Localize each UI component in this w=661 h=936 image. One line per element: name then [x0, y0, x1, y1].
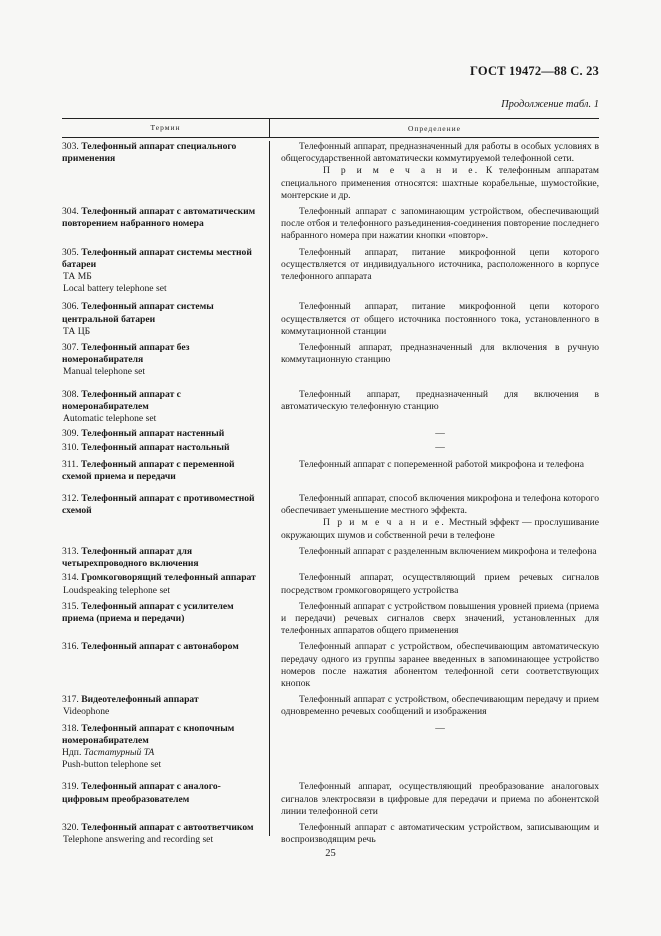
term-synonym: Loudspeaking telephone set: [63, 584, 171, 596]
definition-text: Телефонный аппарат с разделенным включением микрофона и телефона: [299, 545, 597, 557]
term-name: Видеотелефонный аппарат: [81, 694, 199, 706]
term-cell: [62, 781, 269, 818]
table-row: [62, 301, 599, 338]
term-number: 308.: [62, 388, 79, 400]
table-row: [62, 781, 599, 818]
term-cell: [62, 301, 269, 338]
term-cell: [62, 141, 269, 202]
term-number: 318.: [62, 722, 79, 734]
term-synonym: Automatic telephone set: [63, 413, 157, 425]
definition-cell: [269, 342, 599, 379]
term-number: 313.: [62, 545, 79, 557]
term-cell: [62, 247, 269, 296]
deprecated-term: [62, 747, 265, 759]
term-number: 320.: [62, 821, 79, 833]
definition-text: Телефонный аппарат с устройством повышения уровней приема (приема и передачи) речевых сигналов сверх значений, установленных для телефонных аппаратов общего применения: [281, 600, 599, 637]
term-name: Телефонный аппарат с автоответчиком: [81, 821, 254, 833]
term-synonym: Push-button telephone set: [62, 759, 162, 771]
definition-text: Телефонный аппарат, предназначенный для работы в особых условиях в общегосударственной автоматически коммутируемой телефонной сети.: [281, 141, 599, 165]
definition-note: [281, 165, 599, 202]
column-divider: [269, 141, 270, 836]
term-name: Телефонный аппарат настенный: [81, 428, 225, 440]
definition-cell: [269, 781, 599, 818]
term-name: Телефонный аппарат с переменной схемой приема и передачи: [62, 458, 235, 482]
term-number: 317.: [62, 694, 79, 706]
table-row: [62, 546, 599, 570]
definition-cell: [269, 822, 599, 846]
definition-dash: —: [435, 722, 445, 734]
definition-text: Телефонный аппарат с запоминающим устройством, обеспечивающий после отбоя и телефонного разъединения-соединения повторение последнего набранного номера при нажатии кнопки «повтор».: [281, 206, 599, 242]
term-number: 319.: [62, 781, 79, 793]
definition-text: Телефонный аппарат, способ включения микрофона и телефона которого обеспечивает уменьшение местного эффекта.: [281, 493, 599, 517]
table-row: [62, 141, 599, 202]
definition-text: Телефонный аппарат, осуществляющий преобразование аналоговых сигналов электросвязи в цифровые для передачи и приема по абонентской линии телефонной сети: [281, 781, 599, 817]
term-cell: [62, 442, 269, 454]
term-number: 305.: [62, 246, 79, 258]
term-name: Телефонный аппарат с автоматическим повторением набранного номера: [62, 206, 256, 230]
table-row: [62, 342, 599, 379]
table-row: [62, 442, 599, 454]
term-number: 311.: [62, 458, 79, 470]
term-number: 309.: [62, 428, 79, 440]
term-synonym: Videophone: [63, 706, 110, 718]
note-text: К телефонным аппаратам специального применения относятся: шахтные корабельные, шумостойкие, монтерские и др.: [281, 165, 599, 201]
term-cell: [62, 601, 269, 638]
definition-text: Телефонный аппарат, предназначенный для включения в ручную коммутационную станцию: [281, 342, 599, 366]
term-name: Громкоговорящий телефонный аппарат: [81, 572, 256, 584]
table-row: [62, 723, 599, 772]
definition-cell: [269, 389, 599, 426]
definition-text: Телефонный аппарат, питание микрофонной цепи которого осуществляется от общего источника постоянного тока, установленного в коммутационной станции: [281, 301, 599, 337]
term-number: 303.: [62, 141, 79, 152]
definition-cell: [269, 141, 599, 202]
term-name: Телефонный аппарат для четырехпроводного включения: [62, 545, 199, 570]
term-number: 310.: [62, 442, 79, 454]
term-cell: [62, 546, 269, 570]
definition-text: Телефонный аппарат с автоматическим устройством, записывающим и воспроизводящим речь: [281, 821, 599, 846]
definition-cell: [269, 442, 599, 454]
definition-text: Телефонный аппарат с попеременной работой микрофона и телефона: [299, 458, 585, 470]
definition-cell: [269, 206, 599, 243]
term-number: 306.: [62, 301, 79, 313]
term-cell: [62, 459, 269, 483]
term-number: 315.: [62, 600, 79, 612]
term-name: Телефонный аппарат с автонабором: [81, 641, 239, 653]
definition-text: Телефонный аппарат, предназначенный для включения в автоматическую телефонную станцию: [281, 388, 599, 412]
term-synonym: Local battery telephone set: [63, 283, 167, 295]
definition-text: Телефонный аппарат с устройством, обеспечивающим автоматическую передачу одного из группы заранее введенных в запоминающее устройство номеров после нажатия абонентом телефонной сети соответствующих кнопок: [281, 641, 599, 689]
term-cell: [62, 694, 269, 718]
terms-table: [62, 118, 599, 846]
term-cell: [62, 723, 269, 772]
table-row: [62, 694, 599, 718]
term-name: Телефонный аппарат с кнопочным номеронабирателем: [62, 722, 235, 746]
term-synonym: Telephone answering and recording set: [63, 834, 214, 846]
table-row: [62, 493, 599, 542]
definition-cell: [269, 428, 599, 440]
page-number: 25: [325, 848, 336, 859]
term-synonym: ТА ЦБ: [63, 325, 91, 337]
definition-cell: [269, 301, 599, 338]
term-number: 314.: [62, 572, 79, 584]
term-name: Телефонный аппарат без номеронабирателя: [62, 342, 190, 366]
definition-cell: [269, 601, 599, 638]
term-number: 312.: [62, 493, 79, 505]
table-row: [62, 389, 599, 426]
deprecated-label: Ндп.: [62, 746, 82, 758]
note-label: П р и м е ч а н и е.: [323, 517, 446, 529]
note-label: П р и м е ч а н и е.: [323, 165, 480, 177]
table-header: [62, 119, 599, 138]
table-row: [62, 459, 599, 483]
definition-cell: [269, 572, 599, 596]
definition-cell: [269, 641, 599, 690]
definition-dash: —: [435, 442, 445, 454]
definition-dash: —: [435, 428, 445, 440]
table-row: [62, 572, 599, 596]
definition-cell: [269, 723, 599, 772]
definition-cell: [269, 694, 599, 718]
term-cell: [62, 342, 269, 379]
term-synonym: ТА МБ: [63, 271, 92, 283]
table-row: [62, 601, 599, 638]
term-cell: [62, 206, 269, 243]
table-row: [62, 822, 599, 846]
term-number: 304.: [62, 206, 79, 218]
term-name: Телефонный аппарат системы местной батареи: [62, 246, 252, 270]
definition-text: Телефонный аппарат с устройством, обеспечивающим передачу и прием одновременно речевых сообщений и изображения: [281, 694, 599, 718]
definition-cell: [269, 247, 599, 296]
table-row: [62, 641, 599, 690]
term-name: Телефонный аппарат настольный: [81, 442, 230, 454]
table-row: [62, 206, 599, 243]
note-text: Местный эффект — прослушивание окружающих шумов и собственной речи в телефоне: [281, 517, 599, 541]
definition-text: Телефонный аппарат, питание микрофонной цепи которого осуществляется от индивидуального источника, расположенного в корпусе телефонного аппарата: [281, 246, 599, 283]
term-name: Телефонный аппарат с усилителем приема (приема и передачи): [62, 600, 234, 624]
term-cell: [62, 572, 269, 596]
definition-cell: [269, 493, 599, 542]
term-cell: [62, 493, 269, 542]
term-cell: [62, 641, 269, 690]
table-row: [62, 428, 599, 440]
standard-header: ГОСТ 19472—88 С. 23: [470, 64, 599, 78]
continuation-label: Продолжение табл. 1: [501, 99, 599, 110]
definition-cell: [269, 546, 599, 570]
definition-cell: [269, 459, 599, 483]
definition-note: [281, 517, 599, 541]
table-row: [62, 247, 599, 296]
term-number: 307.: [62, 342, 79, 354]
term-number: 316.: [62, 641, 79, 653]
term-cell: [62, 389, 269, 426]
term-cell: [62, 428, 269, 440]
definition-text: Телефонный аппарат, осуществляющий прием речевых сигналов посредством громкоговорящего устройства: [281, 572, 599, 596]
term-name: Телефонный аппарат с противоместной схемой: [62, 493, 255, 517]
deprecated-term-text: Тастатурный ТА: [83, 746, 155, 758]
term-name: Телефонный аппарат специального применения: [62, 141, 237, 165]
term-name: Телефонный аппарат с аналого-цифровым преобразователем: [62, 781, 221, 805]
column-header-definition: Определение: [408, 123, 461, 133]
term-name: Телефонный аппарат с номеронабирателем: [62, 388, 181, 412]
term-name: Телефонный аппарат системы центральной батареи: [62, 301, 214, 325]
term-synonym: Manual telephone set: [63, 366, 146, 378]
term-cell: [62, 822, 269, 846]
column-header-term: Термин: [62, 119, 270, 137]
table-body: [62, 141, 599, 846]
